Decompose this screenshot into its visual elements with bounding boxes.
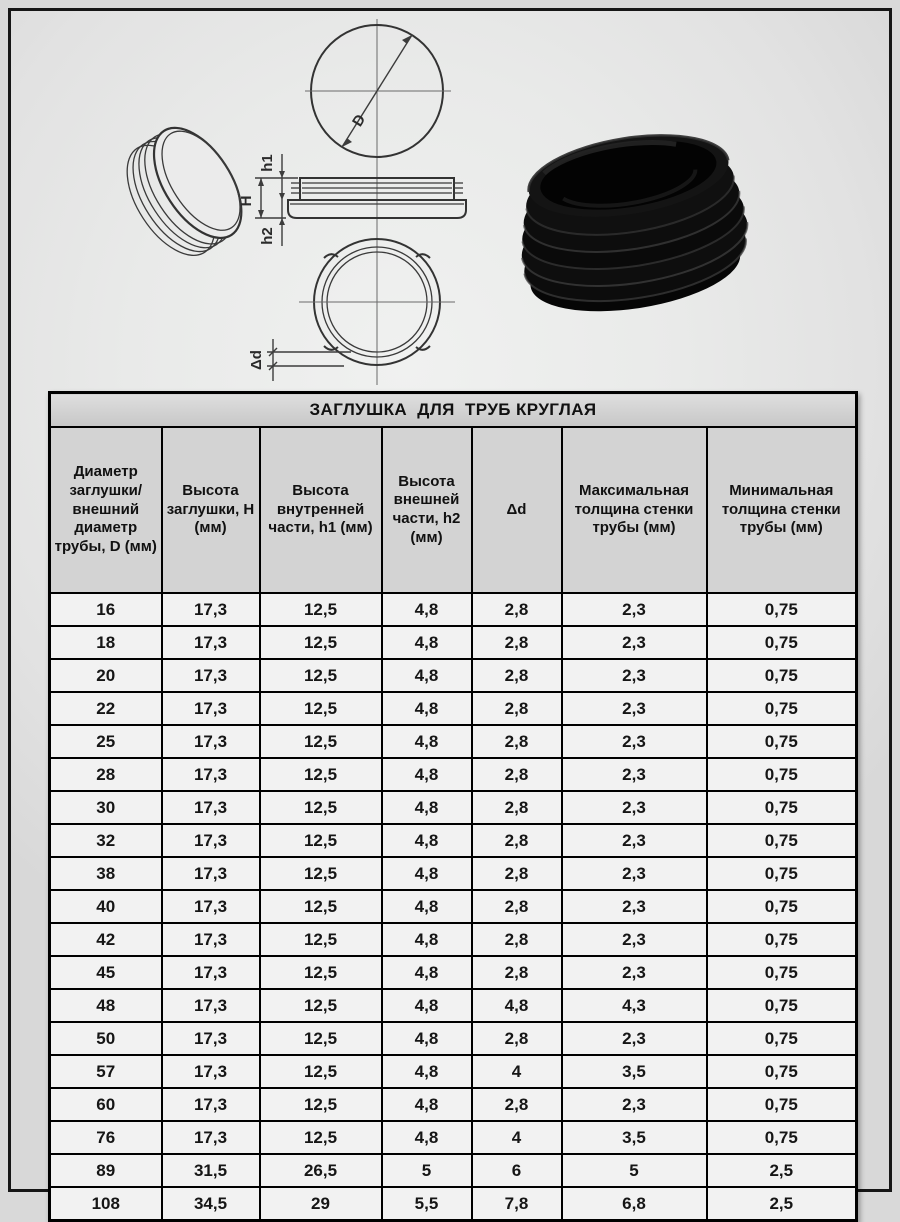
table-cell: 17,3 xyxy=(162,1121,260,1154)
table-cell: 2,5 xyxy=(707,1187,857,1221)
table-cell: 60 xyxy=(50,1088,162,1121)
table-cell: 0,75 xyxy=(707,626,857,659)
product-photo xyxy=(506,121,758,325)
table-row xyxy=(50,1022,857,1055)
column-header: Δd xyxy=(472,427,562,593)
table-cell: 12,5 xyxy=(260,923,382,956)
table-cell: 30 xyxy=(50,791,162,824)
table-cell: 12,5 xyxy=(260,890,382,923)
table-cell: 4,8 xyxy=(382,791,472,824)
table-cell: 12,5 xyxy=(260,857,382,890)
column-header: Минимальная толщина стенки трубы (мм) xyxy=(707,427,857,593)
table-cell: 2,8 xyxy=(472,1088,562,1121)
table-cell: 4 xyxy=(472,1055,562,1088)
table-cell: 40 xyxy=(50,890,162,923)
table-cell: 0,75 xyxy=(707,923,857,956)
table-cell: 57 xyxy=(50,1055,162,1088)
table-row xyxy=(50,593,857,626)
table-row xyxy=(50,758,857,791)
table-cell: 4,8 xyxy=(382,725,472,758)
table-cell: 0,75 xyxy=(707,692,857,725)
table-cell: 5,5 xyxy=(382,1187,472,1221)
table-cell: 4,8 xyxy=(382,593,472,626)
table-cell: 4,8 xyxy=(382,626,472,659)
table-cell: 4,8 xyxy=(382,824,472,857)
table-cell: 0,75 xyxy=(707,1022,857,1055)
table-cell: 17,3 xyxy=(162,1022,260,1055)
table-cell: 32 xyxy=(50,824,162,857)
table-cell: 12,5 xyxy=(260,1088,382,1121)
table-title: ЗАГЛУШКА ДЛЯ ТРУБ КРУГЛАЯ xyxy=(50,393,857,428)
top-view-drawing xyxy=(305,25,451,157)
column-header: Диаметр заглушки/ внешний диаметр трубы, D (мм) xyxy=(50,427,162,593)
table-cell: 0,75 xyxy=(707,593,857,626)
table-cell: 2,8 xyxy=(472,791,562,824)
table-cell: 4,8 xyxy=(382,692,472,725)
table-cell: 12,5 xyxy=(260,593,382,626)
table-cell: 25 xyxy=(50,725,162,758)
table-cell: 29 xyxy=(260,1187,382,1221)
table-cell: 17,3 xyxy=(162,659,260,692)
table-cell: 12,5 xyxy=(260,989,382,1022)
table-cell: 12,5 xyxy=(260,791,382,824)
isometric-drawing xyxy=(109,113,259,270)
table-row xyxy=(50,1055,857,1088)
table-cell: 12,5 xyxy=(260,1121,382,1154)
table-cell: 2,8 xyxy=(472,758,562,791)
table-cell: 34,5 xyxy=(162,1187,260,1221)
table-cell: 0,75 xyxy=(707,956,857,989)
table-cell: 20 xyxy=(50,659,162,692)
table-cell: 0,75 xyxy=(707,857,857,890)
table-cell: 17,3 xyxy=(162,791,260,824)
table-cell: 4,8 xyxy=(382,1088,472,1121)
delta-d-label: Δd xyxy=(248,350,265,370)
height-outer-label: h2 xyxy=(259,227,276,245)
table-cell: 0,75 xyxy=(707,1055,857,1088)
table-cell: 12,5 xyxy=(260,1022,382,1055)
table-cell: 17,3 xyxy=(162,1088,260,1121)
column-header: Высота заглушки, H (мм) xyxy=(162,427,260,593)
table-cell: 2,8 xyxy=(472,890,562,923)
table-row xyxy=(50,692,857,725)
table-cell: 4,8 xyxy=(472,989,562,1022)
table-cell: 4,8 xyxy=(382,989,472,1022)
table-row xyxy=(50,626,857,659)
table-cell: 0,75 xyxy=(707,824,857,857)
table-cell: 0,75 xyxy=(707,791,857,824)
table-cell: 17,3 xyxy=(162,626,260,659)
table-row xyxy=(50,1088,857,1121)
table-cell: 12,5 xyxy=(260,692,382,725)
table-cell: 17,3 xyxy=(162,593,260,626)
table-cell: 2,8 xyxy=(472,692,562,725)
column-header: Высота внешней части, h2 (мм) xyxy=(382,427,472,593)
table-cell: 12,5 xyxy=(260,824,382,857)
table-cell: 17,3 xyxy=(162,890,260,923)
table-cell: 17,3 xyxy=(162,692,260,725)
table-cell: 4,8 xyxy=(382,857,472,890)
table-cell: 2,3 xyxy=(562,659,707,692)
table-cell: 89 xyxy=(50,1154,162,1187)
table-cell: 17,3 xyxy=(162,923,260,956)
table-cell: 28 xyxy=(50,758,162,791)
table-cell: 42 xyxy=(50,923,162,956)
table-cell: 4,8 xyxy=(382,1055,472,1088)
table-cell: 12,5 xyxy=(260,758,382,791)
table-cell: 17,3 xyxy=(162,989,260,1022)
table-row xyxy=(50,989,857,1022)
table-cell: 108 xyxy=(50,1187,162,1221)
table-cell: 26,5 xyxy=(260,1154,382,1187)
column-header-row xyxy=(50,427,857,593)
table-row xyxy=(50,857,857,890)
table-cell: 2,8 xyxy=(472,659,562,692)
table-cell: 7,8 xyxy=(472,1187,562,1221)
table-cell: 0,75 xyxy=(707,989,857,1022)
diameter-label: D xyxy=(349,111,370,130)
table-cell: 45 xyxy=(50,956,162,989)
bottom-view-drawing xyxy=(248,239,455,381)
table-cell: 38 xyxy=(50,857,162,890)
table-cell: 16 xyxy=(50,593,162,626)
column-header: Максимальная толщина стенки трубы (мм) xyxy=(562,427,707,593)
table-cell: 2,3 xyxy=(562,923,707,956)
table-cell: 2,8 xyxy=(472,1022,562,1055)
table-cell: 0,75 xyxy=(707,659,857,692)
table-cell: 3,5 xyxy=(562,1121,707,1154)
table-cell: 12,5 xyxy=(260,1055,382,1088)
table-cell: 17,3 xyxy=(162,824,260,857)
table-cell: 76 xyxy=(50,1121,162,1154)
table-cell: 3,5 xyxy=(562,1055,707,1088)
table-cell: 17,3 xyxy=(162,758,260,791)
table-cell: 12,5 xyxy=(260,956,382,989)
table-cell: 4,8 xyxy=(382,758,472,791)
technical-drawing xyxy=(11,11,889,389)
table-cell: 2,8 xyxy=(472,956,562,989)
table-cell: 5 xyxy=(562,1154,707,1187)
table-row xyxy=(50,956,857,989)
table-cell: 12,5 xyxy=(260,725,382,758)
page-frame xyxy=(8,8,892,1213)
table-cell: 2,3 xyxy=(562,626,707,659)
table-cell: 17,3 xyxy=(162,725,260,758)
table-cell: 4,8 xyxy=(382,923,472,956)
table-cell: 2,8 xyxy=(472,626,562,659)
table-row xyxy=(50,923,857,956)
table-cell: 17,3 xyxy=(162,1055,260,1088)
table-head xyxy=(50,393,857,594)
table-cell: 2,5 xyxy=(707,1154,857,1187)
table-cell: 18 xyxy=(50,626,162,659)
table-cell: 2,3 xyxy=(562,824,707,857)
table-row xyxy=(50,791,857,824)
table-cell: 4 xyxy=(472,1121,562,1154)
table-cell: 6 xyxy=(472,1154,562,1187)
table-row xyxy=(50,1121,857,1154)
table-cell: 2,8 xyxy=(472,923,562,956)
side-view-drawing xyxy=(238,154,466,246)
table-row xyxy=(50,1187,857,1221)
table-cell: 4,8 xyxy=(382,956,472,989)
table-cell: 4,3 xyxy=(562,989,707,1022)
table-cell: 22 xyxy=(50,692,162,725)
table-cell: 17,3 xyxy=(162,857,260,890)
table-cell: 2,3 xyxy=(562,890,707,923)
table-cell: 4,8 xyxy=(382,890,472,923)
table-cell: 2,3 xyxy=(562,692,707,725)
table-cell: 4,8 xyxy=(382,1121,472,1154)
technical-drawing-area xyxy=(11,11,889,389)
table-cell: 2,3 xyxy=(562,593,707,626)
table-cell: 2,8 xyxy=(472,593,562,626)
table-cell: 12,5 xyxy=(260,626,382,659)
table-cell: 2,8 xyxy=(472,824,562,857)
table-cell: 5 xyxy=(382,1154,472,1187)
table-cell: 17,3 xyxy=(162,956,260,989)
table-cell: 4,8 xyxy=(382,1022,472,1055)
table-cell: 0,75 xyxy=(707,1088,857,1121)
table-cell: 50 xyxy=(50,1022,162,1055)
height-total-label: H xyxy=(238,195,255,207)
table-cell: 2,3 xyxy=(562,791,707,824)
height-inner-label: h1 xyxy=(259,154,276,172)
table-row xyxy=(50,1154,857,1187)
table-cell: 2,3 xyxy=(562,725,707,758)
table-cell: 12,5 xyxy=(260,659,382,692)
table-cell: 2,3 xyxy=(562,758,707,791)
table-row xyxy=(50,890,857,923)
column-header: Высота внутренней части, h1 (мм) xyxy=(260,427,382,593)
table-body xyxy=(50,593,857,1221)
table-cell: 4,8 xyxy=(382,659,472,692)
table-cell: 0,75 xyxy=(707,1121,857,1154)
title-row xyxy=(50,393,857,428)
table-cell: 2,3 xyxy=(562,956,707,989)
table-cell: 0,75 xyxy=(707,758,857,791)
spec-table xyxy=(48,391,858,1222)
table-row xyxy=(50,725,857,758)
table-row xyxy=(50,824,857,857)
table-cell: 31,5 xyxy=(162,1154,260,1187)
table-cell: 2,8 xyxy=(472,725,562,758)
table-cell: 6,8 xyxy=(562,1187,707,1221)
table-cell: 0,75 xyxy=(707,725,857,758)
table-cell: 2,3 xyxy=(562,857,707,890)
table-row xyxy=(50,659,857,692)
table-cell: 0,75 xyxy=(707,890,857,923)
table-cell: 2,3 xyxy=(562,1022,707,1055)
table-cell: 2,8 xyxy=(472,857,562,890)
table-cell: 48 xyxy=(50,989,162,1022)
table-cell: 2,3 xyxy=(562,1088,707,1121)
